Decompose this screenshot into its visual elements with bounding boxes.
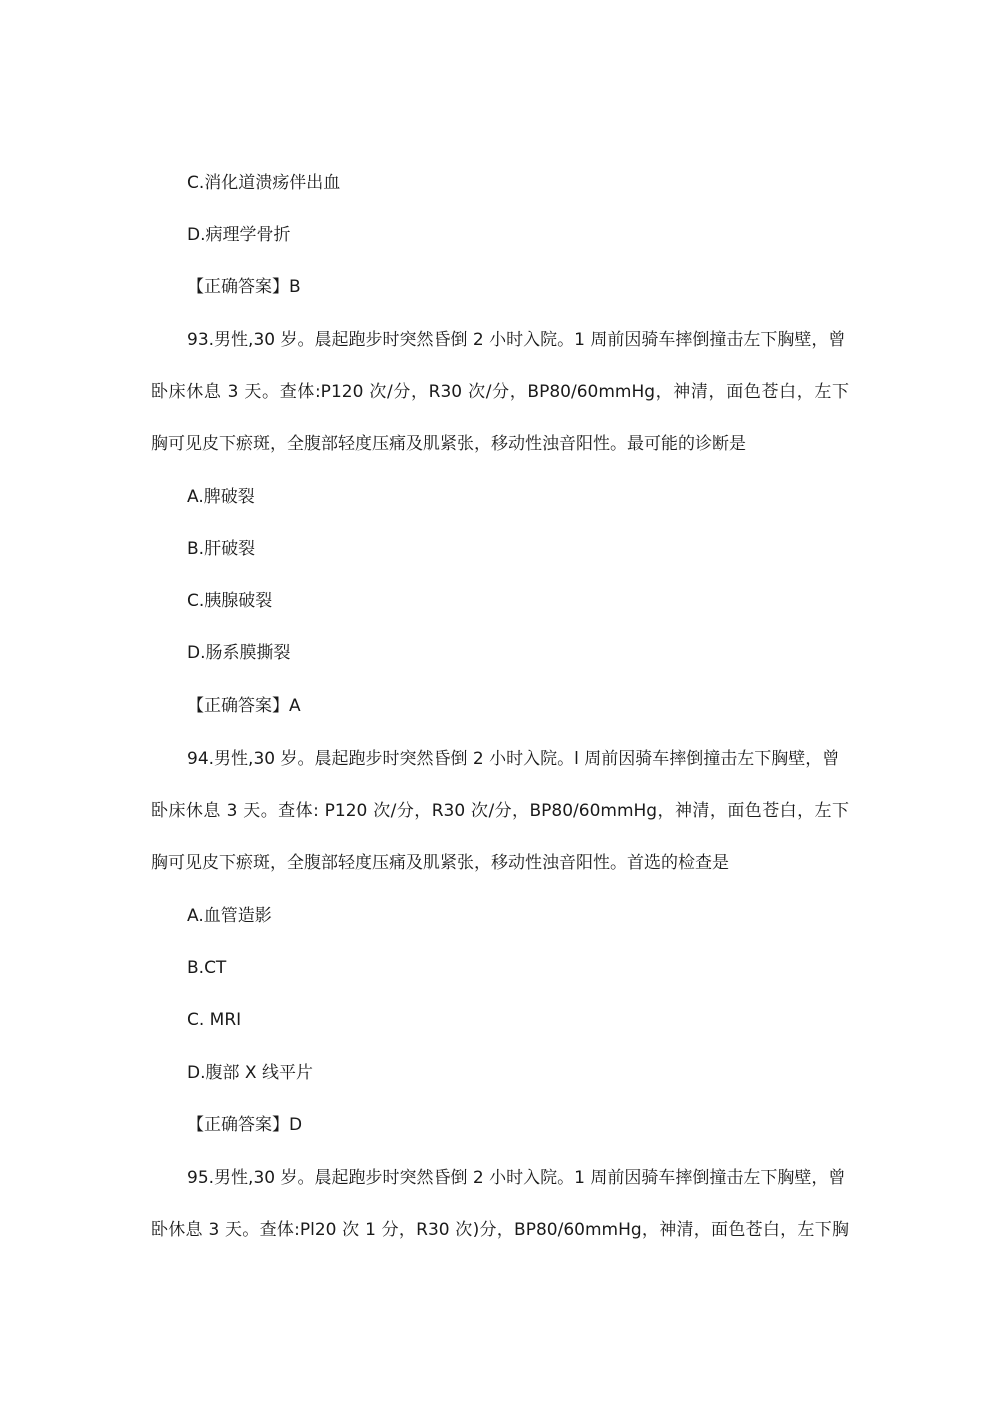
question-93-line-2: 卧床休息 3 天。查体:P120 次/分，R30 次/分，BP80/60mmHg，神清，面色苍白，左下: [151, 382, 849, 402]
question-94-line-1: 94.男性,30 岁。晨起跑步时突然昏倒 2 小时入院。l 周前因骑车摔倒撞击左下胸壁，曾: [187, 749, 840, 769]
question-95-line-2: 卧休息 3 天。查体:Pl20 次 1 分，R30 次)分，BP80/60mmHg，神清，面色苍白，左下胸: [151, 1220, 849, 1240]
question-93-line-3: 胸可见皮下瘀斑，全腹部轻度压痛及肌紧张，移动性浊音阳性。最可能的诊断是: [151, 434, 746, 454]
question-95-line-1: 95.男性,30 岁。晨起跑步时突然昏倒 2 小时入院。1 周前因骑车摔倒撞击左下胸壁，曾: [187, 1168, 846, 1188]
answer-prev: 【正确答案】B: [187, 277, 301, 297]
option-d-prev: D.病理学骨折: [187, 225, 291, 245]
question-94-answer: 【正确答案】D: [187, 1115, 303, 1135]
question-93-answer: 【正确答案】A: [187, 696, 301, 716]
question-94-option-c: C. MRI: [187, 1010, 242, 1030]
question-94-line-3: 胸可见皮下瘀斑，全腹部轻度压痛及肌紧张，移动性浊音阳性。首选的检查是: [151, 853, 729, 873]
question-93-option-c: C.胰腺破裂: [187, 591, 273, 611]
question-93-option-b: B.肝破裂: [187, 539, 256, 559]
question-94-option-d: D.腹部 X 线平片: [187, 1063, 313, 1083]
question-93-option-d: D.肠系膜撕裂: [187, 643, 291, 663]
option-c-prev: C.消化道溃疡伴出血: [187, 173, 341, 193]
question-94-line-2: 卧床休息 3 天。查体: P120 次/分，R30 次/分，BP80/60mmHg，神清，面色苍白，左下: [151, 801, 849, 821]
question-94-option-a: A.血管造影: [187, 906, 272, 926]
question-93-option-a: A.脾破裂: [187, 487, 255, 507]
question-94-option-b: B.CT: [187, 958, 227, 978]
question-93-line-1: 93.男性,30 岁。晨起跑步时突然昏倒 2 小时入院。1 周前因骑车摔倒撞击左下胸壁，曾: [187, 330, 846, 350]
